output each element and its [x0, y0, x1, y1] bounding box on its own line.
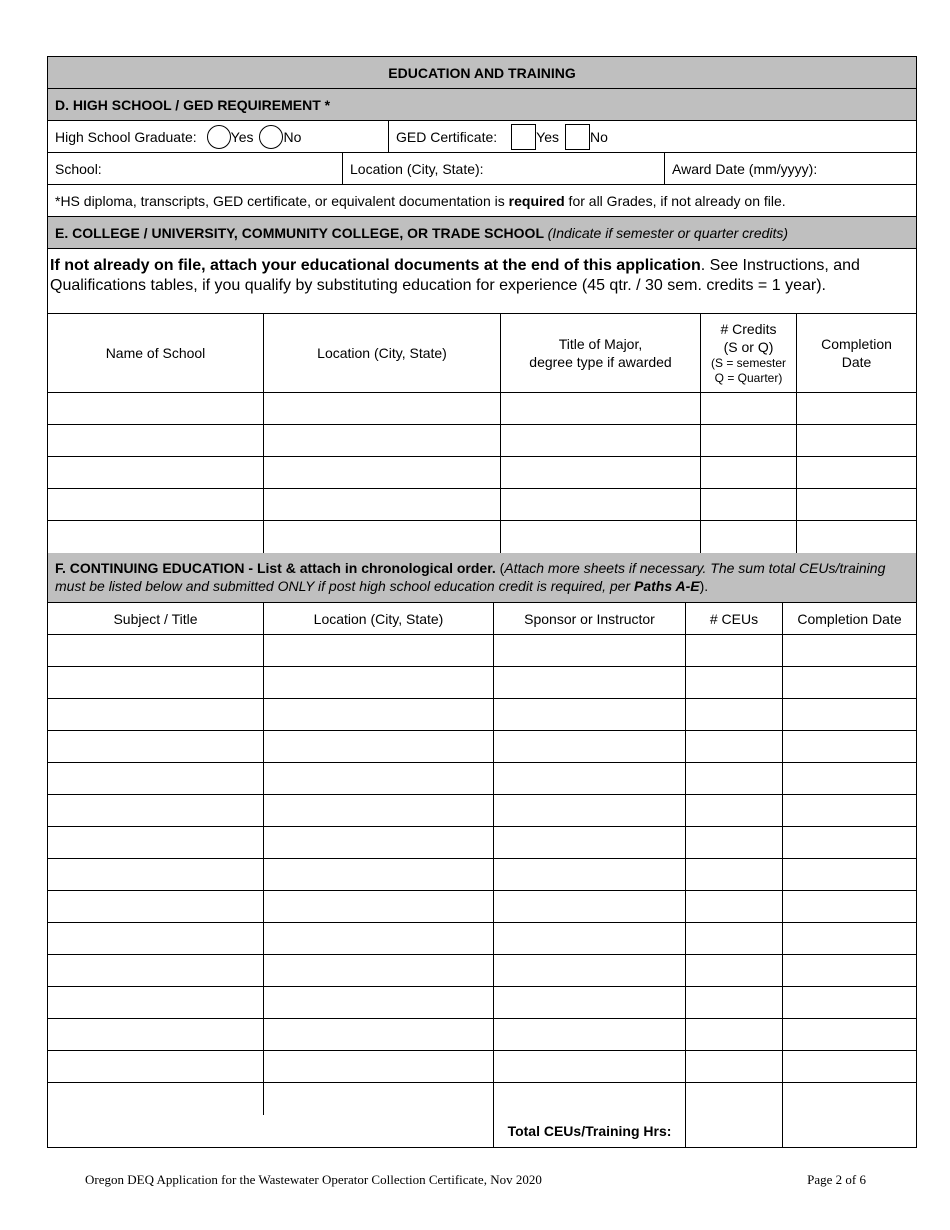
ceu-entry-cell[interactable] — [264, 635, 494, 666]
ceu-entry-cell[interactable] — [686, 859, 783, 890]
hs-yes-label: Yes — [230, 128, 254, 145]
section-title — [48, 57, 916, 89]
ceu-entry-cell[interactable] — [48, 891, 264, 922]
ceu-entry-cell[interactable] — [686, 667, 783, 698]
form-title: EDUCATION AND TRAINING — [388, 64, 576, 81]
section-e-instructions — [48, 249, 916, 314]
education-entry-cell[interactable] — [701, 489, 797, 520]
ged-yes-checkbox[interactable] — [511, 124, 536, 150]
ceu-entry-cell[interactable] — [494, 795, 686, 826]
education-entry-cell[interactable] — [264, 521, 501, 553]
education-entry-cell[interactable] — [501, 521, 701, 553]
education-entry-cell[interactable] — [501, 393, 701, 424]
footer-left: Oregon DEQ Application for the Wastewater Operator Collection Certificate, Nov 2020 — [85, 1172, 542, 1187]
ceu-entry-cell[interactable] — [783, 923, 916, 954]
col-header-f-completion: Completion Date — [797, 610, 902, 627]
ceu-entry-row — [48, 731, 916, 763]
col-header-location: Location (City, State) — [264, 314, 501, 392]
school-location-label: Location (City, State): — [350, 160, 484, 177]
ceu-entry-row — [48, 955, 916, 987]
col-header-ceus: # CEUs — [686, 603, 783, 634]
section-f-rows — [48, 635, 916, 1115]
ceu-entry-cell[interactable] — [48, 1051, 264, 1082]
ceu-entry-cell[interactable] — [48, 635, 264, 666]
ceu-entry-cell[interactable] — [48, 955, 264, 986]
education-entry-cell[interactable] — [501, 425, 701, 456]
hs-no-radio[interactable] — [259, 125, 283, 149]
ceu-entry-cell[interactable] — [494, 667, 686, 698]
ceu-entry-cell[interactable] — [48, 1083, 264, 1115]
ceu-entry-row — [48, 1083, 916, 1115]
ceu-entry-cell[interactable] — [494, 891, 686, 922]
ceu-entry-cell[interactable] — [494, 987, 686, 1018]
ceu-entry-row — [48, 859, 916, 891]
ceu-entry-cell[interactable] — [494, 1019, 686, 1050]
ged-cell — [389, 121, 916, 152]
ceu-entry-cell[interactable] — [783, 635, 916, 666]
education-entry-cell[interactable] — [264, 489, 501, 520]
section-f-heading: F. CONTINUING EDUCATION - List & attach in chronological order. (Attach more sheets if necessary. The sum total CEUs/training must be listed below and submitted ONLY if post high school education credit is required, per Paths A-E). — [48, 553, 916, 603]
education-entry-cell[interactable] — [701, 425, 797, 456]
ceu-entry-cell[interactable] — [686, 763, 783, 794]
ceu-entry-row — [48, 1019, 916, 1051]
ceu-entry-cell[interactable] — [48, 763, 264, 794]
school-field[interactable] — [48, 153, 343, 184]
col-header-subject: Subject / Title — [48, 603, 264, 634]
hs-graduate-cell — [48, 121, 389, 152]
education-entry-cell[interactable] — [701, 393, 797, 424]
col-header-f-location: Location (City, State) — [264, 603, 494, 634]
ceu-entry-cell[interactable] — [783, 1083, 916, 1115]
col-header-major: Title of Major, degree type if awarded — [501, 314, 701, 392]
education-entry-cell[interactable] — [48, 425, 264, 456]
ged-no-label: No — [589, 128, 608, 145]
education-entry-cell[interactable] — [797, 457, 916, 488]
ceu-entry-cell[interactable] — [686, 1083, 783, 1115]
ceu-entry-cell[interactable] — [494, 827, 686, 858]
ceu-entry-cell[interactable] — [783, 667, 916, 698]
ceu-entry-cell[interactable] — [686, 827, 783, 858]
ceu-entry-cell[interactable] — [783, 1051, 916, 1082]
section-e-rows — [48, 393, 916, 553]
section-e-header-row — [48, 314, 916, 393]
ceu-entry-cell[interactable] — [264, 1051, 494, 1082]
ceu-entry-cell[interactable] — [686, 731, 783, 762]
ceu-entry-cell[interactable] — [686, 923, 783, 954]
ceu-entry-cell[interactable] — [686, 955, 783, 986]
ceu-entry-cell[interactable] — [783, 955, 916, 986]
ceu-entry-cell[interactable] — [783, 859, 916, 890]
education-entry-cell[interactable] — [48, 489, 264, 520]
education-entry-row — [48, 393, 916, 425]
education-entry-cell[interactable] — [501, 489, 701, 520]
ceu-entry-cell[interactable] — [783, 1019, 916, 1050]
total-spacer — [48, 1115, 494, 1147]
ged-label: GED Certificate: — [396, 128, 498, 145]
education-entry-cell[interactable] — [797, 489, 916, 520]
ceu-entry-cell[interactable] — [264, 731, 494, 762]
school-row — [48, 153, 916, 185]
ceu-entry-cell[interactable] — [494, 731, 686, 762]
ceu-entry-cell[interactable] — [264, 923, 494, 954]
section-d-heading — [48, 89, 916, 121]
ceu-entry-cell[interactable] — [48, 667, 264, 698]
ceu-entry-cell[interactable] — [494, 1083, 686, 1115]
ceu-entry-row — [48, 923, 916, 955]
ceu-entry-row — [48, 699, 916, 731]
education-entry-cell[interactable] — [48, 457, 264, 488]
ceu-entry-row — [48, 763, 916, 795]
ceu-entry-cell[interactable] — [494, 763, 686, 794]
footer-right: Page 2 of 6 — [807, 1172, 866, 1187]
ceu-entry-row — [48, 827, 916, 859]
ceu-entry-cell[interactable] — [686, 987, 783, 1018]
section-e-instructions-text: If not already on file, attach your educational documents at the end of this application. See Instructions, and Qualifications tables, if you qualify by substituting education for experience (45 qtr. / 30 sem. credits = 1 year). — [50, 257, 860, 294]
ceu-entry-cell[interactable] — [48, 859, 264, 890]
ceu-entry-row — [48, 987, 916, 1019]
total-ceus-field[interactable] — [686, 1115, 783, 1147]
ged-no-checkbox[interactable] — [565, 124, 590, 150]
hs-yes-radio[interactable] — [207, 125, 231, 149]
education-training-form — [47, 56, 917, 1148]
ceu-entry-cell[interactable] — [264, 699, 494, 730]
hs-no-label: No — [283, 128, 302, 145]
ceu-entry-row — [48, 1051, 916, 1083]
ceu-entry-row — [48, 667, 916, 699]
ceu-entry-cell[interactable] — [264, 891, 494, 922]
ceu-entry-row — [48, 795, 916, 827]
ceu-entry-row — [48, 635, 916, 667]
ceu-entry-cell[interactable] — [264, 763, 494, 794]
ceu-entry-cell[interactable] — [686, 1051, 783, 1082]
ceu-entry-cell[interactable] — [783, 731, 916, 762]
section-d-title: D. HIGH SCHOOL / GED REQUIREMENT * — [55, 96, 331, 113]
ceu-entry-cell[interactable] — [783, 795, 916, 826]
hs-note — [48, 185, 916, 217]
ceu-entry-cell[interactable] — [686, 795, 783, 826]
ceu-entry-cell[interactable] — [783, 763, 916, 794]
ceu-entry-cell[interactable] — [48, 923, 264, 954]
education-entry-cell[interactable] — [797, 393, 916, 424]
award-date-label: Award Date (mm/yyyy): — [672, 160, 818, 177]
ceu-entry-cell[interactable] — [783, 987, 916, 1018]
education-entry-cell[interactable] — [264, 393, 501, 424]
ceu-entry-cell[interactable] — [48, 1019, 264, 1050]
section-e-title: E. COLLEGE / UNIVERSITY, COMMUNITY COLLEGE, OR TRADE SCHOOL (Indicate if semester or quarter credits) — [55, 224, 789, 241]
ceu-entry-cell[interactable] — [783, 891, 916, 922]
ged-yes-label: Yes — [536, 128, 559, 145]
ceu-entry-cell[interactable] — [494, 699, 686, 730]
ceu-entry-row — [48, 891, 916, 923]
ceu-entry-cell[interactable] — [264, 955, 494, 986]
education-entry-cell[interactable] — [48, 521, 264, 553]
education-entry-row — [48, 489, 916, 521]
ceu-entry-cell[interactable] — [686, 1019, 783, 1050]
ceu-entry-cell[interactable] — [494, 859, 686, 890]
education-entry-cell[interactable] — [797, 425, 916, 456]
hs-graduate-label: High School Graduate: — [55, 128, 197, 145]
ceu-entry-cell[interactable] — [48, 795, 264, 826]
ceu-entry-cell[interactable] — [48, 827, 264, 858]
hs-note-text: *HS diploma, transcripts, GED certificate, or equivalent documentation is required for all Grades, if not already on file. — [55, 192, 786, 209]
ceu-entry-cell[interactable] — [48, 699, 264, 730]
ceu-entry-cell[interactable] — [264, 667, 494, 698]
ceu-entry-cell[interactable] — [494, 1051, 686, 1082]
ceu-entry-cell[interactable] — [494, 635, 686, 666]
education-entry-cell[interactable] — [701, 457, 797, 488]
education-entry-row — [48, 521, 916, 553]
section-e-heading — [48, 217, 916, 249]
ceu-entry-cell[interactable] — [686, 699, 783, 730]
education-entry-row — [48, 425, 916, 457]
education-entry-cell[interactable] — [264, 425, 501, 456]
education-entry-cell[interactable] — [701, 521, 797, 553]
hs-ged-row — [48, 121, 916, 153]
total-row — [48, 1115, 916, 1147]
education-entry-cell[interactable] — [264, 457, 501, 488]
education-entry-row — [48, 457, 916, 489]
ceu-entry-cell[interactable] — [264, 1019, 494, 1050]
section-f-header-row — [48, 603, 916, 635]
ceu-entry-cell[interactable] — [783, 827, 916, 858]
school-location-field[interactable] — [343, 153, 665, 184]
col-header-school: Name of School — [48, 314, 264, 392]
education-entry-cell[interactable] — [48, 393, 264, 424]
ceu-entry-cell[interactable] — [686, 635, 783, 666]
total-label: Total CEUs/Training Hrs: — [494, 1115, 686, 1147]
ceu-entry-cell[interactable] — [264, 827, 494, 858]
ceu-entry-cell[interactable] — [494, 955, 686, 986]
ceu-entry-cell[interactable] — [48, 731, 264, 762]
ceu-entry-cell[interactable] — [264, 859, 494, 890]
ceu-entry-cell[interactable] — [686, 891, 783, 922]
ceu-entry-cell[interactable] — [264, 1083, 494, 1115]
col-header-sponsor: Sponsor or Instructor — [494, 603, 686, 634]
ceu-entry-cell[interactable] — [264, 795, 494, 826]
col-header-credits: # Credits (S or Q) (S = semester Q = Quarter) — [701, 314, 797, 392]
school-label: School: — [55, 160, 102, 177]
award-date-field[interactable] — [665, 153, 916, 184]
ceu-entry-cell[interactable] — [264, 987, 494, 1018]
education-entry-cell[interactable] — [501, 457, 701, 488]
ceu-entry-cell[interactable] — [783, 699, 916, 730]
ceu-entry-cell[interactable] — [48, 987, 264, 1018]
total-completion-field[interactable] — [783, 1115, 916, 1147]
ceu-entry-cell[interactable] — [494, 923, 686, 954]
col-header-completion: Completion Date — [821, 336, 892, 370]
education-entry-cell[interactable] — [797, 521, 916, 553]
